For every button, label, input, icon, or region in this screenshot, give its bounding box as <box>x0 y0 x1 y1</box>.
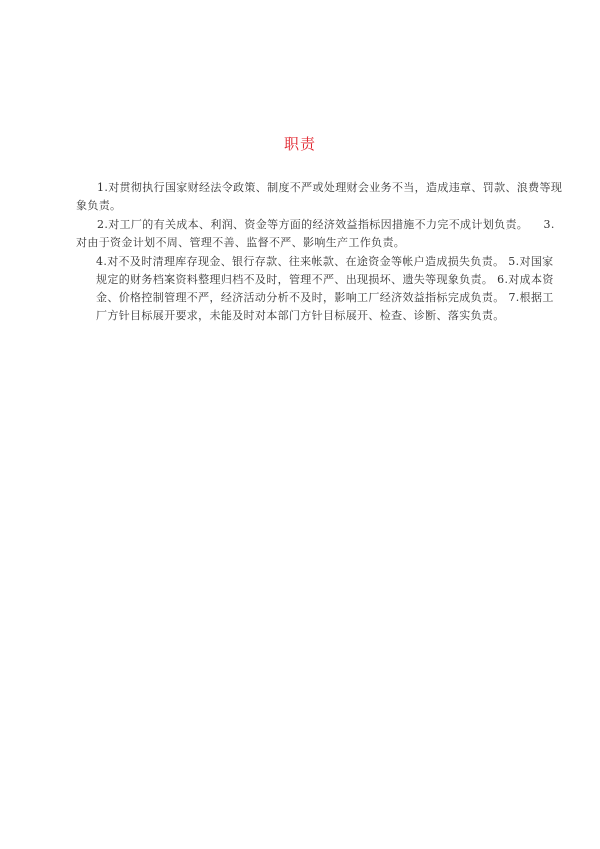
paragraph-line: 1.对贯彻执行国家财经法令政策、制度不严或处理财会业务不当，造成违章、罚款、浪费等现 <box>97 181 563 194</box>
paragraph-line: 规定的财务档案资料整理归档不及时，管理不严、出现损坏、遗失等现象负责。 6.对成本资 <box>96 273 554 286</box>
paragraph-line: 象负责。 <box>76 199 122 212</box>
paragraph-line: 4.对不及时清理库存现金、银行存款、往来帐款、在途资金等帐户造成损失负责。 5.对国家 <box>96 255 554 268</box>
paragraph-line: 对由于资金计划不周、管理不善、监督不严、影响生产工作负责。 <box>76 236 406 249</box>
paragraph-line: 厂方针目标展开要求，未能及时对本部门方针目标展开、检查、诊断、落实负责。 <box>96 309 505 322</box>
paragraph-line: 2.对工厂的有关成本、利润、资金等方面的经济效益指标因措施不力完不成计划负责。 3. <box>97 218 555 231</box>
document-title: 职责 <box>283 135 316 153</box>
paragraph-line: 金、价格控制管理不严，经济活动分析不及时，影响工厂经济效益指标完成负责。 7.根据工 <box>96 291 554 304</box>
